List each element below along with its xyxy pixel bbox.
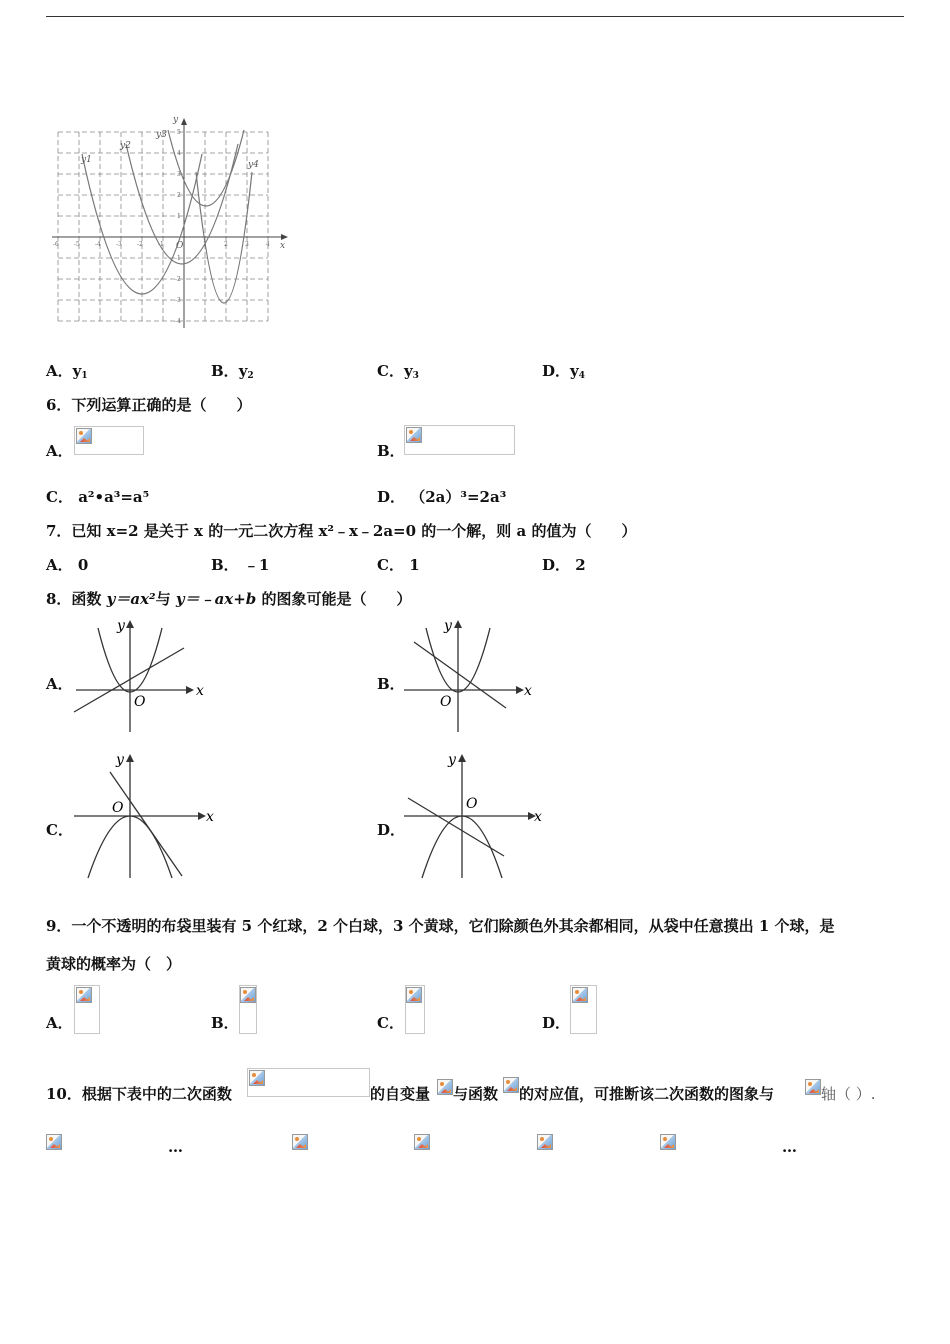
broken-image-icon [437,1079,453,1095]
y-tick: 2 [177,192,181,199]
graph-origin-label: O [176,241,184,251]
broken-image-icon [46,1134,62,1150]
q8-option-c-letter: C． [46,821,73,839]
broken-image-icon [406,987,422,1003]
q5-option-a: A．$y_1$ [46,362,88,381]
graph-axis-x-label: x [280,241,286,251]
axis-y-label: y [117,618,125,634]
broken-image-icon [537,1134,553,1150]
axis-x-label: x [534,809,542,825]
graph-curve-label-y1: y1 [81,155,92,165]
q9-option-a-letter: A． [46,1014,73,1032]
q7-option-a: A． 0 [46,556,89,574]
q8-graph-a [70,614,210,734]
x-tick: 2 [224,241,228,248]
q10-stem-part-d: 的对应值，可推断该二次函数的图象与 [519,1085,775,1103]
y-tick: -1 [175,255,181,262]
x-tick: -1 [158,241,164,248]
q8-option-b-letter: B． [377,675,405,693]
y-tick: 3 [177,171,181,178]
q9-option-c-letter: C． [377,1014,404,1032]
q6-option-d: D． （2a）³=2a³ [377,488,507,506]
broken-image-icon [805,1079,821,1095]
graph-curve-label-y3: y3 [156,130,167,140]
q7-option-c: C． 1 [377,556,420,574]
q10-stem-part-e: 轴（ ）. [821,1085,876,1103]
x-tick: -5 [74,241,80,248]
axis-x-label: x [196,683,204,699]
q10-stem-part-c: 与函数 [453,1085,499,1103]
q10-stem-part-a: 10．根据下表中的二次函数 [46,1085,232,1103]
x-tick: -3 [116,241,122,248]
origin-label: O [440,694,452,710]
q6-stem: 6．下列运算正确的是（ ） [46,396,252,414]
table-ellipsis: … [782,1138,797,1156]
graph-axis-y-label: y [173,115,179,125]
axis-y-label: y [116,752,124,768]
axis-y-label: y [444,618,452,634]
origin-label: O [466,796,478,812]
q6-option-c: C． a²•a³=a⁵ [46,488,150,506]
axis-y-label: y [448,752,456,768]
broken-image-icon [76,428,92,444]
q8-graph-b [400,614,540,734]
q5-option-c: C．$y_3$ [377,362,419,381]
broken-image-icon [572,987,588,1003]
broken-image-icon [249,1070,265,1086]
broken-image-icon [292,1134,308,1150]
broken-image-icon [660,1134,676,1150]
q9-option-b-letter: B． [211,1014,239,1032]
q6-option-a-letter: A． [46,442,73,460]
y-tick: -2 [175,276,181,283]
origin-label: O [134,694,146,710]
q7-option-b: B． ﹣1 [211,556,270,574]
q9-stem-line1: 9．一个不透明的布袋里装有 5 个红球，2 个白球，3 个黄球，它们除颜色外其余都相同，从袋中任意摸出 1 个球，是 [46,917,835,935]
q6-option-b-letter: B． [377,442,405,460]
broken-image-icon [240,987,256,1003]
axis-x-label: x [524,683,532,699]
q8-stem: 8．函数 y＝ax²与 y＝﹣ax+b 的图象可能是（ ） [46,590,412,608]
broken-image-icon [414,1134,430,1150]
y-tick: -3 [175,297,181,304]
origin-label: O [112,800,124,816]
x-tick: -6 [53,241,59,248]
q5-option-d: D．$y_4$ [542,362,585,381]
graph-curve-label-y4: y4 [248,160,259,170]
q8-option-d-letter: D． [377,821,406,839]
broken-image-icon [406,427,422,443]
x-tick: -4 [95,241,101,248]
q5-function-graph [48,112,294,334]
q7-stem: 7．已知 x=2 是关于 x 的一元二次方程 x²﹣x﹣2a=0 的一个解，则 a 的值为（ ） [46,522,637,540]
x-tick: 1 [203,241,207,248]
q10-stem-part-b: 的自变量 [370,1085,431,1103]
q9-stem-line2: 黄球的概率为（ ） [46,955,182,973]
q5-option-b: B．$y_2$ [211,362,254,381]
y-tick: 5 [177,129,181,136]
q8-graph-d [400,746,550,882]
q10-function-image [247,1068,370,1097]
broken-image-icon [76,987,92,1003]
q8-option-a-letter: A． [46,675,73,693]
x-tick: 4 [266,241,270,248]
x-tick: -2 [137,241,143,248]
graph-curve-label-y2: y2 [120,141,131,151]
x-tick: 3 [245,241,249,248]
q8-graph-c [70,746,220,882]
q7-option-d: D． 2 [542,556,586,574]
header-rule [46,16,904,17]
table-ellipsis: … [168,1138,183,1156]
q9-option-d-letter: D． [542,1014,571,1032]
y-tick: 1 [177,213,181,220]
axis-x-label: x [206,809,214,825]
broken-image-icon [503,1077,519,1093]
y-tick: -4 [175,318,181,325]
y-tick: 4 [177,150,181,157]
